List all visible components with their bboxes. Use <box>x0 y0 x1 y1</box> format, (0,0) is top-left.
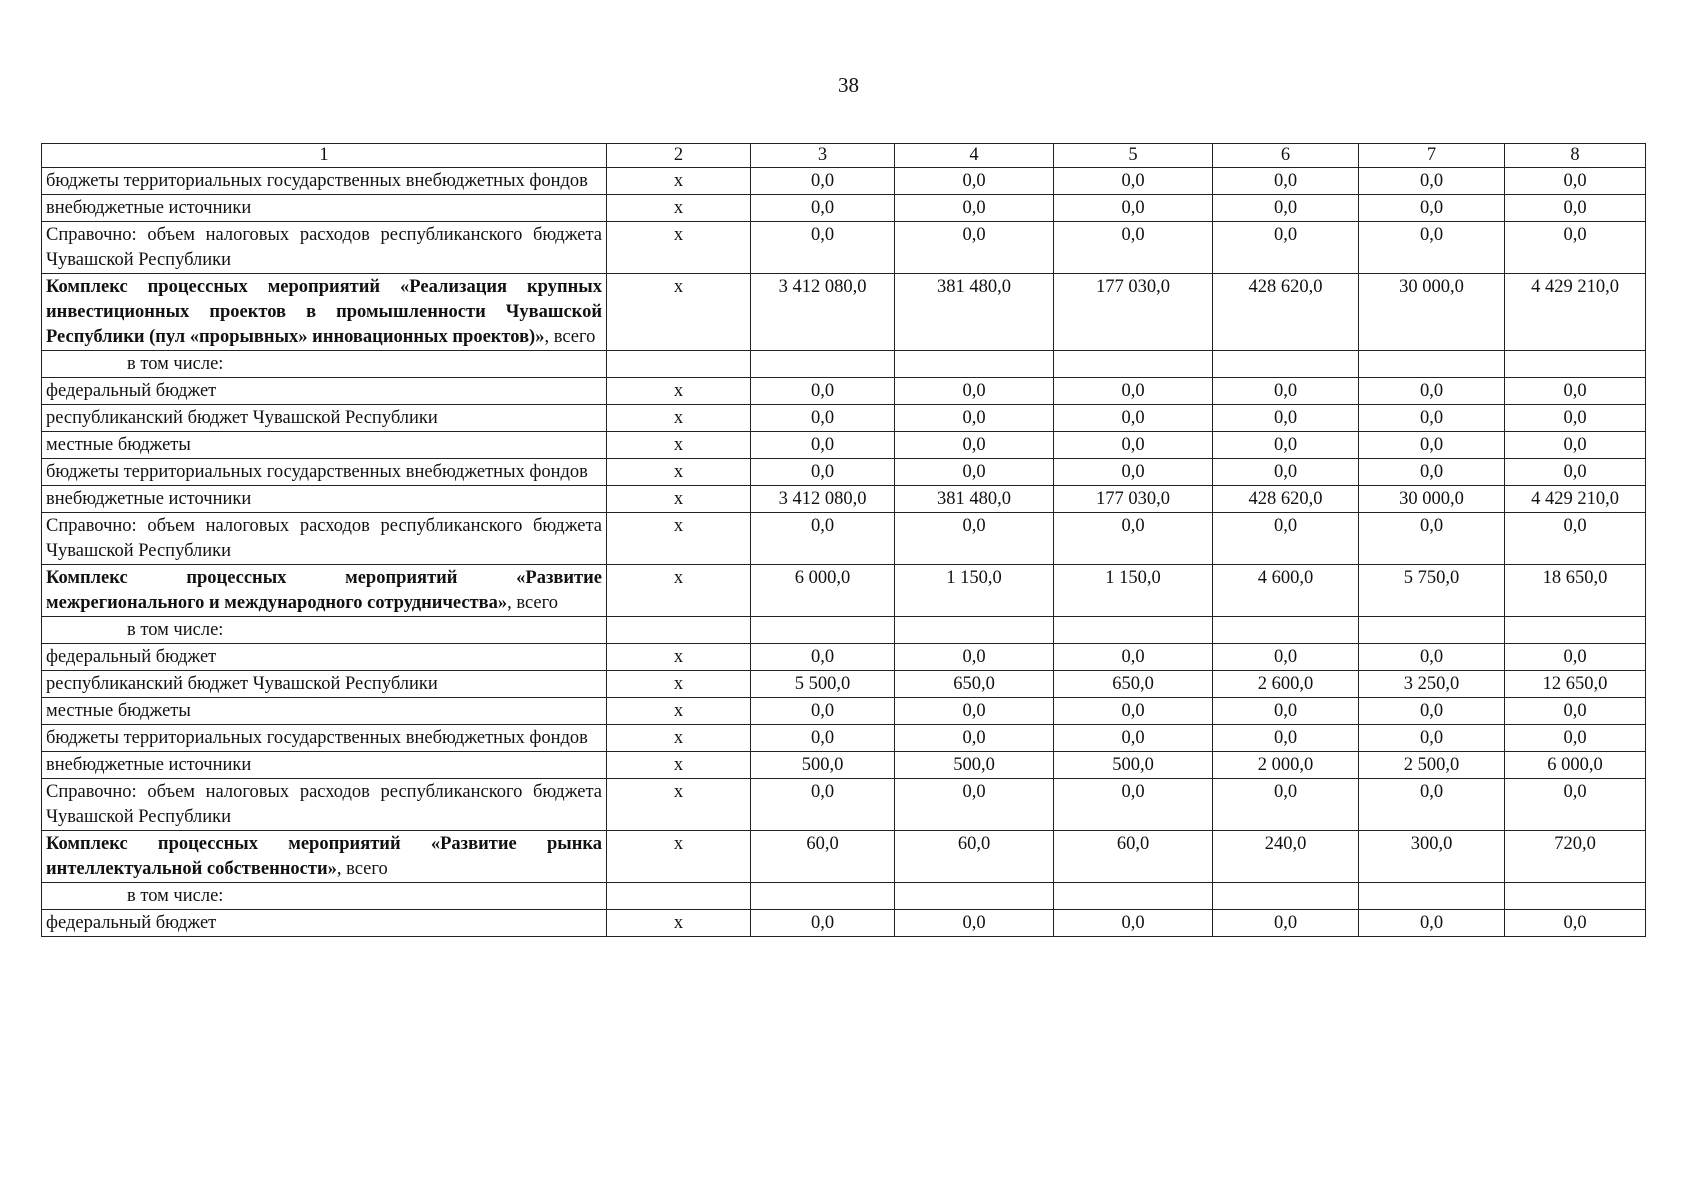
cell-marker: х <box>607 910 751 937</box>
cell-marker: х <box>607 459 751 486</box>
cell-value: 0,0 <box>1054 222 1213 274</box>
cell-value: 0,0 <box>1054 378 1213 405</box>
table-row <box>42 883 1646 910</box>
cell-marker: х <box>607 644 751 671</box>
cell-value <box>1359 351 1505 378</box>
cell-value: 0,0 <box>1213 698 1359 725</box>
column-number: 7 <box>1359 144 1505 168</box>
cell-value: 0,0 <box>1213 459 1359 486</box>
cell-marker: х <box>607 698 751 725</box>
cell-value <box>1054 883 1213 910</box>
cell-value: 0,0 <box>1213 779 1359 831</box>
cell-value <box>1213 351 1359 378</box>
table-row <box>42 274 1646 351</box>
row-label-text: внебюджетные источники <box>46 755 252 775</box>
cell-value: 0,0 <box>1359 378 1505 405</box>
cell-value: 0,0 <box>1213 644 1359 671</box>
cell-value <box>1359 883 1505 910</box>
cell-value: 0,0 <box>1054 644 1213 671</box>
cell-value: 0,0 <box>1359 698 1505 725</box>
cell-value: 381 480,0 <box>895 274 1054 351</box>
row-label <box>42 513 607 565</box>
cell-value: 0,0 <box>1213 910 1359 937</box>
cell-value: 0,0 <box>1505 405 1646 432</box>
table-row <box>42 432 1646 459</box>
row-label <box>42 644 607 671</box>
cell-marker: х <box>607 195 751 222</box>
column-number: 5 <box>1054 144 1213 168</box>
cell-value: 0,0 <box>1505 725 1646 752</box>
row-heading-bold-text: Комплекс процессных мероприятий «Развитие рынка интеллектуальной собственности» <box>46 834 602 879</box>
cell-value: 3 412 080,0 <box>751 486 895 513</box>
row-label <box>42 351 607 378</box>
budget-table <box>41 143 1646 937</box>
cell-value: 0,0 <box>751 222 895 274</box>
cell-value: 0,0 <box>1054 168 1213 195</box>
cell-value: 1 150,0 <box>1054 565 1213 617</box>
cell-value: 0,0 <box>751 168 895 195</box>
table-row <box>42 195 1646 222</box>
cell-value: 0,0 <box>751 644 895 671</box>
cell-value: 12 650,0 <box>1505 671 1646 698</box>
cell-value: 0,0 <box>1505 378 1646 405</box>
table-row <box>42 168 1646 195</box>
cell-value: 4 600,0 <box>1213 565 1359 617</box>
cell-marker: х <box>607 486 751 513</box>
cell-value: 0,0 <box>1505 432 1646 459</box>
cell-value: 60,0 <box>1054 831 1213 883</box>
cell-value <box>1359 617 1505 644</box>
table-row <box>42 565 1646 617</box>
cell-value: 500,0 <box>751 752 895 779</box>
cell-value: 177 030,0 <box>1054 486 1213 513</box>
row-label <box>42 779 607 831</box>
cell-value <box>895 617 1054 644</box>
row-label <box>42 405 607 432</box>
cell-value: 18 650,0 <box>1505 565 1646 617</box>
row-label-text: бюджеты территориальных государственных внебюджетных фондов <box>46 171 588 191</box>
cell-value: 0,0 <box>1054 432 1213 459</box>
cell-value: 0,0 <box>1054 405 1213 432</box>
cell-value: 0,0 <box>895 459 1054 486</box>
row-label-text: республиканский бюджет Чувашской Республики <box>46 674 438 694</box>
cell-value: 0,0 <box>1505 698 1646 725</box>
cell-value <box>1505 883 1646 910</box>
cell-value: 0,0 <box>751 513 895 565</box>
cell-value: 0,0 <box>895 513 1054 565</box>
column-number: 3 <box>751 144 895 168</box>
row-label-text: в том числе: <box>127 886 224 906</box>
row-label-text: Справочно: объем налоговых расходов республиканского бюджета Чувашской Республики <box>46 782 602 827</box>
cell-value <box>1054 617 1213 644</box>
cell-value: 0,0 <box>1213 222 1359 274</box>
row-label <box>42 432 607 459</box>
cell-value: 2 500,0 <box>1359 752 1505 779</box>
column-number: 6 <box>1213 144 1359 168</box>
cell-value: 0,0 <box>1213 432 1359 459</box>
cell-value: 5 750,0 <box>1359 565 1505 617</box>
cell-value: 0,0 <box>895 432 1054 459</box>
cell-value: 0,0 <box>1054 910 1213 937</box>
cell-value: 0,0 <box>1054 513 1213 565</box>
cell-value: 0,0 <box>1054 725 1213 752</box>
cell-value <box>751 351 895 378</box>
cell-marker: х <box>607 671 751 698</box>
cell-value <box>895 351 1054 378</box>
row-heading-bold-text: Комплекс процессных мероприятий «Развитие межрегионального и международного сотрудничества» <box>46 568 602 613</box>
table-row <box>42 698 1646 725</box>
cell-value <box>1505 351 1646 378</box>
cell-marker: х <box>607 725 751 752</box>
cell-value: 0,0 <box>751 459 895 486</box>
table-row <box>42 459 1646 486</box>
column-number-row <box>42 144 1646 168</box>
cell-value: 0,0 <box>751 405 895 432</box>
row-label-text: бюджеты территориальных государственных внебюджетных фондов <box>46 462 588 482</box>
cell-marker: х <box>607 222 751 274</box>
row-label-text: республиканский бюджет Чувашской Республики <box>46 408 438 428</box>
cell-marker <box>607 351 751 378</box>
cell-value: 0,0 <box>751 432 895 459</box>
cell-value: 650,0 <box>895 671 1054 698</box>
cell-value: 0,0 <box>895 779 1054 831</box>
row-heading-bold-text: Комплекс процессных мероприятий «Реализация крупных инвестиционных проектов в промышленности Чувашской Республики (пул «прорывных» инновационных проектов)» <box>46 277 602 347</box>
cell-value <box>1505 617 1646 644</box>
cell-value: 6 000,0 <box>1505 752 1646 779</box>
cell-value: 0,0 <box>1505 195 1646 222</box>
row-label-text: федеральный бюджет <box>46 381 217 401</box>
row-heading-suffix: , всего <box>507 593 559 613</box>
cell-value: 0,0 <box>1505 459 1646 486</box>
table-row <box>42 779 1646 831</box>
row-label <box>42 486 607 513</box>
cell-value: 60,0 <box>751 831 895 883</box>
row-label-text: местные бюджеты <box>46 701 191 721</box>
cell-value: 0,0 <box>1213 725 1359 752</box>
cell-value: 0,0 <box>1359 513 1505 565</box>
cell-value: 5 500,0 <box>751 671 895 698</box>
cell-value: 0,0 <box>751 725 895 752</box>
row-label-text: Справочно: объем налоговых расходов республиканского бюджета Чувашской Республики <box>46 225 602 270</box>
cell-value: 3 250,0 <box>1359 671 1505 698</box>
cell-value: 0,0 <box>1505 222 1646 274</box>
cell-value: 0,0 <box>895 910 1054 937</box>
cell-value: 0,0 <box>895 195 1054 222</box>
cell-value: 0,0 <box>1054 195 1213 222</box>
row-heading <box>42 565 607 617</box>
cell-value: 0,0 <box>895 378 1054 405</box>
cell-value: 0,0 <box>1359 725 1505 752</box>
row-label <box>42 222 607 274</box>
cell-value: 428 620,0 <box>1213 486 1359 513</box>
row-label-text: в том числе: <box>127 354 224 374</box>
cell-value: 0,0 <box>1213 513 1359 565</box>
cell-value: 0,0 <box>1359 405 1505 432</box>
cell-value: 500,0 <box>1054 752 1213 779</box>
cell-value: 2 000,0 <box>1213 752 1359 779</box>
table-row <box>42 752 1646 779</box>
row-label-text: бюджеты территориальных государственных внебюджетных фондов <box>46 728 588 748</box>
cell-value: 0,0 <box>1359 644 1505 671</box>
row-label <box>42 378 607 405</box>
table-row <box>42 910 1646 937</box>
column-number: 4 <box>895 144 1054 168</box>
cell-value: 0,0 <box>751 698 895 725</box>
row-label-text: внебюджетные источники <box>46 198 252 218</box>
cell-value: 0,0 <box>895 725 1054 752</box>
cell-marker: х <box>607 831 751 883</box>
table-row <box>42 486 1646 513</box>
table-row <box>42 831 1646 883</box>
cell-value <box>751 883 895 910</box>
cell-value: 60,0 <box>895 831 1054 883</box>
cell-value: 0,0 <box>1213 168 1359 195</box>
row-heading <box>42 831 607 883</box>
cell-value: 0,0 <box>1359 195 1505 222</box>
cell-value: 0,0 <box>1054 779 1213 831</box>
row-label <box>42 195 607 222</box>
table-row <box>42 351 1646 378</box>
cell-value: 0,0 <box>1359 168 1505 195</box>
row-label <box>42 698 607 725</box>
row-label-text: местные бюджеты <box>46 435 191 455</box>
cell-value: 0,0 <box>1505 644 1646 671</box>
row-label <box>42 752 607 779</box>
row-heading-suffix: , всего <box>336 859 388 879</box>
row-label <box>42 617 607 644</box>
column-number: 2 <box>607 144 751 168</box>
cell-marker <box>607 883 751 910</box>
table-row <box>42 725 1646 752</box>
cell-value: 30 000,0 <box>1359 486 1505 513</box>
cell-value: 240,0 <box>1213 831 1359 883</box>
table-row <box>42 617 1646 644</box>
cell-value: 0,0 <box>1213 195 1359 222</box>
cell-value: 428 620,0 <box>1213 274 1359 351</box>
page-number: 38 <box>838 73 859 97</box>
cell-value: 0,0 <box>1359 459 1505 486</box>
row-label <box>42 910 607 937</box>
cell-marker: х <box>607 752 751 779</box>
cell-value: 381 480,0 <box>895 486 1054 513</box>
cell-value: 0,0 <box>1505 779 1646 831</box>
cell-value: 0,0 <box>1213 378 1359 405</box>
cell-value: 0,0 <box>895 405 1054 432</box>
cell-value: 0,0 <box>895 698 1054 725</box>
cell-marker: х <box>607 432 751 459</box>
cell-marker: х <box>607 779 751 831</box>
cell-value: 0,0 <box>751 910 895 937</box>
row-label <box>42 725 607 752</box>
row-label-text: внебюджетные источники <box>46 489 252 509</box>
cell-value <box>895 883 1054 910</box>
row-heading-suffix: , всего <box>544 327 596 347</box>
table-row <box>42 378 1646 405</box>
cell-value: 177 030,0 <box>1054 274 1213 351</box>
cell-value: 6 000,0 <box>751 565 895 617</box>
cell-value: 0,0 <box>895 168 1054 195</box>
cell-value: 3 412 080,0 <box>751 274 895 351</box>
cell-value: 0,0 <box>1359 432 1505 459</box>
cell-value: 0,0 <box>751 779 895 831</box>
cell-value <box>1054 351 1213 378</box>
row-label <box>42 168 607 195</box>
cell-marker: х <box>607 405 751 432</box>
column-number: 8 <box>1505 144 1646 168</box>
cell-value: 30 000,0 <box>1359 274 1505 351</box>
row-label <box>42 671 607 698</box>
column-number: 1 <box>42 144 607 168</box>
cell-value: 300,0 <box>1359 831 1505 883</box>
cell-value: 0,0 <box>1359 779 1505 831</box>
cell-marker: х <box>607 565 751 617</box>
cell-value: 0,0 <box>1359 910 1505 937</box>
cell-value: 2 600,0 <box>1213 671 1359 698</box>
cell-value: 0,0 <box>1359 222 1505 274</box>
cell-value: 0,0 <box>751 195 895 222</box>
cell-value: 0,0 <box>1054 459 1213 486</box>
cell-marker: х <box>607 378 751 405</box>
cell-value: 650,0 <box>1054 671 1213 698</box>
row-heading <box>42 274 607 351</box>
row-label-text: Справочно: объем налоговых расходов республиканского бюджета Чувашской Республики <box>46 516 602 561</box>
cell-value: 0,0 <box>895 222 1054 274</box>
cell-value: 500,0 <box>895 752 1054 779</box>
cell-marker <box>607 617 751 644</box>
cell-value: 0,0 <box>895 644 1054 671</box>
cell-marker: х <box>607 168 751 195</box>
cell-marker: х <box>607 513 751 565</box>
row-label-text: в том числе: <box>127 620 224 640</box>
row-label <box>42 459 607 486</box>
cell-value: 1 150,0 <box>895 565 1054 617</box>
cell-value <box>751 617 895 644</box>
cell-value: 0,0 <box>1213 405 1359 432</box>
table-row <box>42 671 1646 698</box>
table-row <box>42 405 1646 432</box>
row-label-text: федеральный бюджет <box>46 913 217 933</box>
cell-value: 0,0 <box>751 378 895 405</box>
cell-value <box>1213 617 1359 644</box>
row-label-text: федеральный бюджет <box>46 647 217 667</box>
cell-marker: х <box>607 274 751 351</box>
cell-value: 0,0 <box>1505 168 1646 195</box>
table-row <box>42 513 1646 565</box>
cell-value <box>1213 883 1359 910</box>
cell-value: 0,0 <box>1505 513 1646 565</box>
cell-value: 4 429 210,0 <box>1505 274 1646 351</box>
cell-value: 0,0 <box>1054 698 1213 725</box>
table-row <box>42 644 1646 671</box>
cell-value: 720,0 <box>1505 831 1646 883</box>
cell-value: 4 429 210,0 <box>1505 486 1646 513</box>
cell-value: 0,0 <box>1505 910 1646 937</box>
table-row <box>42 222 1646 274</box>
row-label <box>42 883 607 910</box>
